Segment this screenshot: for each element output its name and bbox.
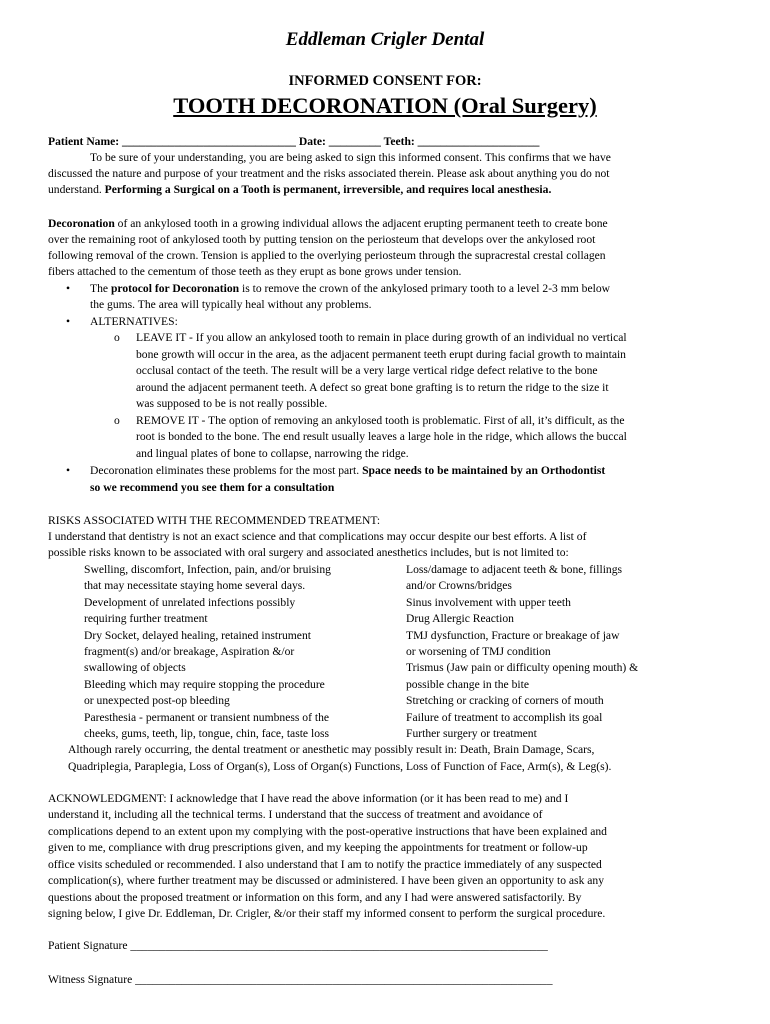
- bullet-icon: •: [66, 464, 71, 477]
- acknowledgment-line: understand it, including all the technical terms. I understand that the success of treatment and avoidance of: [48, 808, 543, 821]
- intro-line-2: discussed the nature and purpose of your treatment and the risks associated therein. Please ask about anything you do not: [48, 167, 610, 180]
- acknowledgment-line: signing below, I give Dr. Eddleman, Dr. Crigler, &/or their staff my informed consent to perform the surgical procedure.: [48, 907, 606, 920]
- acknowledgment-line: complication(s), where further treatment may be discussed or administered. I have been given an opportunity to ask any: [48, 874, 605, 887]
- eliminates-bold-1: Space needs to be maintained by an Orthodontist: [362, 464, 606, 477]
- risk-item-right: Further surgery or treatment: [406, 727, 537, 740]
- alternatives-label: ALTERNATIVES:: [90, 315, 178, 328]
- risk-item-right: TMJ dysfunction, Fracture or breakage of jaw: [406, 629, 620, 642]
- risk-item-left: Dry Socket, delayed healing, retained instrument: [84, 629, 311, 642]
- risk-item-left: fragment(s) and/or breakage, Aspiration &/or: [84, 645, 295, 658]
- risk-item-left: that may necessitate staying home several days.: [84, 579, 306, 592]
- decoronation-line-4: fibers attached to the cementum of those teeth as they erupt as bone grows under tension.: [48, 265, 462, 278]
- risks-intro-2: possible risks known to be associated with oral surgery and associated anesthetics includes, but is not limited to:: [48, 546, 569, 559]
- consent-heading: INFORMED CONSENT FOR:: [288, 73, 482, 89]
- remove-it-line: and lingual plates of bone to collapse, narrowing the ridge.: [136, 447, 409, 460]
- protocol-prefix: The: [90, 282, 111, 295]
- decoronation-line-3: following removal of the crown. Tension is applied to the overlying periosteum through the supracrestal crestal collagen: [48, 249, 606, 262]
- risk-item-left: Development of unrelated infections possibly: [84, 596, 296, 609]
- leave-it-line: LEAVE IT - If you allow an ankylosed tooth to remain in place during growth of an individual no vertical: [136, 331, 627, 344]
- risk-item-right: Trismus (Jaw pain or difficulty opening mouth) &: [406, 661, 639, 674]
- decoronation-line-1: [48, 216, 608, 232]
- remove-it-line: root is bonded to the bone. The end result usually leaves a large hole in the ridge, which allows the buccal: [136, 430, 627, 443]
- witness-signature-line[interactable]: Witness Signature ________________________________________________________________________: [48, 973, 553, 986]
- bullet-icon: •: [66, 315, 71, 328]
- bullet-icon: •: [66, 282, 71, 295]
- risk-item-left: or unexpected post-op bleeding: [84, 694, 230, 707]
- acknowledgment-line: ACKNOWLEDGMENT: I acknowledge that I have read the above information (or it has been read to me) and I: [48, 792, 569, 805]
- intro-line-3: [48, 182, 551, 198]
- patient-info-line[interactable]: Patient Name: ______________________________ Date: _________ Teeth: _____________________: [48, 135, 540, 148]
- risk-item-left: Bleeding which may require stopping the procedure: [84, 678, 325, 691]
- circle-bullet-icon: o: [114, 331, 120, 344]
- leave-it-line: occlusal contact of the teeth. The result will be a very large vertical ridge defect relative to the bone: [136, 364, 598, 377]
- acknowledgment-line: questions about the proposed treatment or information on this form, and any I had were answered satisfactorily. By: [48, 891, 582, 904]
- risk-item-right: possible change in the bite: [406, 678, 529, 691]
- eliminates-line-1: [90, 463, 605, 479]
- risk-item-left: cheeks, gums, teeth, lip, tongue, chin, face, taste loss: [84, 727, 330, 740]
- acknowledgment-line: complications depend to an extent upon my complying with the post-operative instructions that have been explained and: [48, 825, 607, 838]
- practice-name: Eddleman Crigler Dental: [285, 29, 485, 50]
- severe-risks-line-1: Although rarely occurring, the dental treatment or anesthetic may possibly result in: Death, Brain Damage, Scars,: [68, 743, 595, 756]
- intro-line-1: To be sure of your understanding, you are being asked to sign this informed consent. This confirms that we have: [90, 151, 611, 164]
- patient-signature-line[interactable]: Patient Signature ________________________________________________________________________: [48, 939, 548, 952]
- circle-bullet-icon: o: [114, 414, 120, 427]
- risk-item-right: Stretching or cracking of corners of mouth: [406, 694, 604, 707]
- risk-item-right: and/or Crowns/bridges: [406, 579, 512, 592]
- severe-risks-line-2: Quadriplegia, Paraplegia, Loss of Organ(s), Loss of Organ(s) Functions, Loss of Function of Face, Arm(s), & Leg(s).: [68, 760, 612, 773]
- risk-item-left: swallowing of objects: [84, 661, 186, 674]
- risk-item-right: or worsening of TMJ condition: [406, 645, 551, 658]
- intro-line-3-bold: Performing a Surgical on a Tooth is permanent, irreversible, and requires local anesthesia.: [104, 183, 552, 196]
- risk-item-right: Failure of treatment to accomplish its goal: [406, 711, 603, 724]
- acknowledgment-line: given to me, compliance with drug prescriptions given, and my keeping the appointments for treatment or follow-up: [48, 841, 588, 854]
- eliminates-plain: Decoronation eliminates these problems for the most part.: [90, 464, 363, 477]
- leave-it-line: was supposed to be is not really possible.: [136, 397, 328, 410]
- acknowledgment-line: office visits scheduled or recommended. I also understand that I am to notify the practice immediately of any suspected: [48, 858, 602, 871]
- eliminates-bold-2: so we recommend you see them for a consultation: [90, 481, 335, 494]
- decoronation-term: Decoronation: [48, 217, 115, 230]
- remove-it-line: REMOVE IT - The option of removing an ankylosed tooth is problematic. First of all, it’s difficult, as the: [136, 414, 625, 427]
- risk-item-right: Loss/damage to adjacent teeth & bone, fillings: [406, 563, 623, 576]
- protocol-line-1-text: is to remove the crown of the ankylosed primary tooth to a level 2-3 mm below: [239, 282, 611, 295]
- risk-item-right: Drug Allergic Reaction: [406, 612, 514, 625]
- risks-intro-1: I understand that dentistry is not an exact science and that complications may occur despite our best efforts. A list of: [48, 530, 587, 543]
- leave-it-line: bone growth will occur in the area, as the adjacent permanent teeth erupt during facial growth to maintain: [136, 348, 626, 361]
- leave-it-line: around the adjacent permanent teeth. A defect so great bone grafting is to return the ridge to the size it: [136, 381, 609, 394]
- risk-item-left: requiring further treatment: [84, 612, 208, 625]
- protocol-term: protocol for Decoronation: [110, 282, 240, 295]
- decoronation-line-2: over the remaining root of ankylosed tooth by putting tension on the periosteum that develops over the ankylosed root: [48, 233, 596, 246]
- risks-heading: RISKS ASSOCIATED WITH THE RECOMMENDED TREATMENT:: [48, 514, 381, 527]
- intro-line-3-plain: understand.: [48, 183, 105, 196]
- procedure-title: TOOTH DECORONATION (Oral Surgery): [173, 93, 597, 118]
- decoronation-line-1-text: of an ankylosed tooth in a growing individual allows the adjacent erupting permanent teeth to create bone: [114, 217, 608, 230]
- protocol-line-2: the gums. The area will typically heal without any problems.: [90, 298, 372, 311]
- risk-item-left: Paresthesia - permanent or transient numbness of the: [84, 711, 330, 724]
- risk-item-left: Swelling, discomfort, Infection, pain, and/or bruising: [84, 563, 331, 576]
- risk-item-right: Sinus involvement with upper teeth: [406, 596, 571, 609]
- protocol-line-1: [90, 281, 610, 297]
